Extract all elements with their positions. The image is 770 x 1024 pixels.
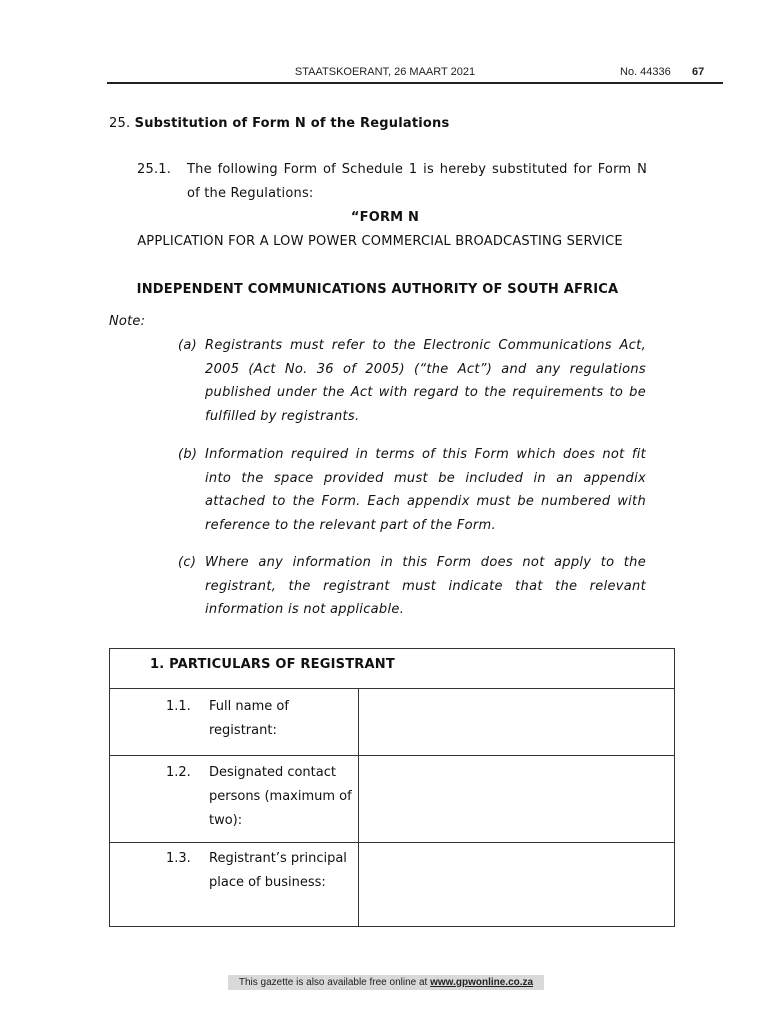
note-letter: (a) [178,338,198,353]
header-rule [107,82,723,84]
paragraph-number: 25.1. [137,162,172,177]
note-label: Note: [109,314,146,329]
form-title: “FORM N [350,210,420,225]
row-label: Designated contact persons (maximum of two): [209,765,352,828]
full-name-field[interactable] [358,689,674,755]
paragraph-text: The following Form of Schedule 1 is hereby substituted for Form N of the Regulations: [187,162,647,201]
row-number: 1.2. [166,765,191,780]
note-item [178,551,646,622]
registrant-particulars-table [109,648,675,927]
principal-place-field[interactable] [358,843,674,926]
gazette-number: No. 44336 [620,66,671,78]
page-number: 67 [692,66,705,78]
footer-link[interactable]: www.gpwonline.co.za [430,977,534,988]
note-text: Information required in terms of this Form which does not fit into the space provided must be included in an appendix attached to the Form. Each appendix must be numbered with reference to the relevant part of the Form. [205,447,646,533]
row-number: 1.3. [166,851,191,866]
note-item [178,334,646,428]
footer-note [228,975,544,990]
note-letter: (b) [178,447,198,462]
section-number: 25. [109,116,131,131]
table-heading: 1. PARTICULARS OF REGISTRANT [150,657,395,672]
note-text: Where any information in this Form does not apply to the registrant, the registrant must indicate that the relevant information is not applicable. [205,555,646,617]
row-label: Full name of registrant: [209,699,289,738]
section-heading [109,112,449,136]
note-item [178,443,646,537]
note-letter: (c) [178,555,197,570]
row-number: 1.1. [166,699,191,714]
contact-persons-field[interactable] [358,756,674,842]
section-title: Substitution of Form N of the Regulations [134,116,450,131]
form-subtitle: APPLICATION FOR A LOW POWER COMMERCIAL BROADCASTING SERVICE [137,234,623,249]
gazette-title: STAATSKOERANT, 26 MAART 2021 [294,66,476,78]
note-text: Registrants must refer to the Electronic Communications Act, 2005 (Act No. 36 of 2005) (“the Act”) and any regulations published under the Act with regard to the requirements to be fulfilled by registrants. [205,338,646,424]
authority-name: INDEPENDENT COMMUNICATIONS AUTHORITY OF SOUTH AFRICA [136,282,619,297]
row-label: Registrant’s principal place of business: [209,851,347,890]
footer-text: This gazette is also available free online at [238,977,431,988]
